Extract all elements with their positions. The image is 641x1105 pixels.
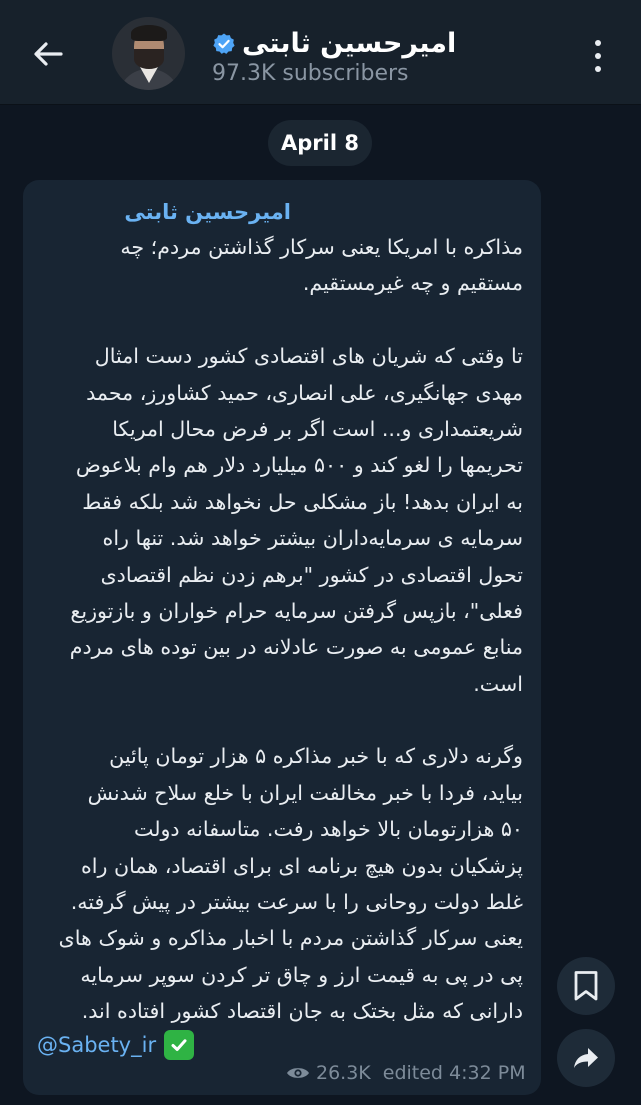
more-vertical-icon[interactable] <box>588 40 608 72</box>
channel-title: امیرحسین ثابتی <box>242 28 457 59</box>
channel-handle-link[interactable]: @Sabety_ir <box>37 1033 157 1057</box>
message-line: تحریمها را لغو کند و ۵۰۰ میلیارد دلار هم وام بلاعوض <box>75 453 523 478</box>
message-line: منابع عمومی به صورت عادلانه در بین توده های مردم <box>69 635 523 660</box>
share-button[interactable] <box>557 1029 615 1087</box>
message-text <box>37 229 523 1030</box>
message-line: شریعتمداری و... است اگر بر فرض محال امریکا <box>112 416 523 441</box>
date-separator: April 8 <box>268 120 372 166</box>
message-line: تحول اقتصادی در کشور "برهم زدن نظم اقتصادی <box>100 562 523 587</box>
message-line: است. <box>473 671 523 696</box>
message-line: مهدی جهانگیری، علی انصاری، حمید کشاورز، محمد <box>86 380 523 405</box>
eye-icon <box>286 1065 310 1081</box>
chat-header <box>0 0 641 105</box>
message-line: پزشکیان بدون هیچ برنامه ای برای اقتصاد، همان راه <box>81 853 523 878</box>
message-line: غلط دولت روحانی را با سرعت بیشتر در پیش گرفته. <box>70 890 523 915</box>
bookmark-button[interactable] <box>557 957 615 1015</box>
message-line: بیاید، فردا با خبر مخالفت ایران با خلع سلاح شدنش <box>87 780 523 805</box>
message-line: به ایران بدهد! باز مشکلی حل نخواهد شد بلکه فقط <box>82 489 523 514</box>
edited-time: edited 4:32 PM <box>382 1062 526 1084</box>
share-forward-icon <box>573 1047 599 1069</box>
message-meta <box>286 1058 526 1088</box>
view-count: 26.3K <box>316 1062 371 1084</box>
arrow-left-icon <box>33 41 63 67</box>
bookmark-icon <box>573 970 599 1002</box>
message-line: مذاکره با امریکا یعنی سرکار گذاشتن مردم؛ چه <box>120 235 523 259</box>
message-line: مستقیم و چه غیرمستقیم. <box>302 271 523 296</box>
check-mark-button-icon <box>164 1030 194 1060</box>
message-line: تا وقتی که شریان های اقتصادی کشور دست امثال <box>94 344 523 369</box>
verified-badge-icon <box>212 32 236 56</box>
message-line: ۵۰ هزارتومان بالا خواهد رفت. متاسفانه دولت <box>133 817 523 842</box>
message-line: پی در پی به قیمت ارز و چاق تر کردن سوپر سرمایه <box>80 962 523 987</box>
channel-title-block[interactable] <box>212 28 456 86</box>
message-line: وگرنه دلاری که با خبر مذاکره ۵ هزار تومان پائین <box>109 744 523 769</box>
message-sender[interactable]: امیرحسین ثابتی <box>124 200 291 224</box>
message-line: دارانی که مثل بختک به جان اقتصاد کشور افتاده اند. <box>81 999 523 1024</box>
subscriber-count: 97.3K subscribers <box>212 61 409 86</box>
message-line: فعلی"، بازپس گرفتن سرمایه حرام خواران و بازتوزیع <box>70 598 523 623</box>
signature-row <box>37 1027 194 1063</box>
channel-avatar[interactable] <box>112 17 185 90</box>
back-button[interactable] <box>30 36 66 72</box>
message-line: یعنی سرکار گذاشتن مردم با اخبار مذاکره و شوک های <box>58 926 523 951</box>
message-line: سرمایه ی سرمایه‌داران بیشتر خواهد شد. تنها راه <box>102 526 523 551</box>
